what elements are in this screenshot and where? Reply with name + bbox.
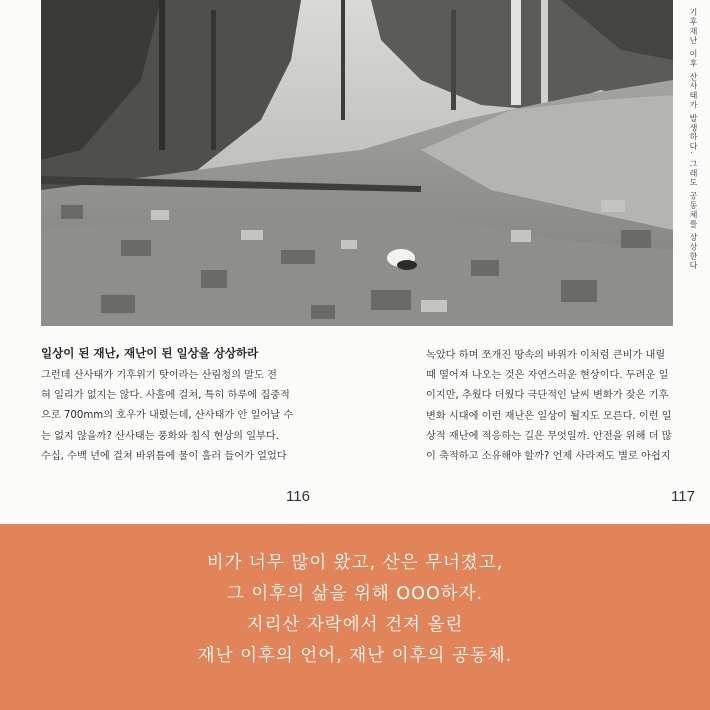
body-line: 변화 시대에 이런 재난은 일상이 될지도 모른다. 이런 일 xyxy=(426,410,672,422)
body-line: 이지만, 추웠다 더웠다 극단적인 날씨 변화가 잦은 기후 xyxy=(426,390,669,402)
banner-line: 지리산 자락에서 건져 올린 xyxy=(246,615,464,635)
body-line: 혀 일리가 없지는 않다. 사흘에 걸쳐, 특히 하루에 집중적 xyxy=(41,390,290,402)
landslide-photo xyxy=(41,0,673,326)
body-text-right-column xyxy=(426,346,676,467)
body-line: 상적 재난에 적응하는 길은 무엇일까. 안전을 위해 더 많 xyxy=(426,430,672,442)
banner-line: 비가 너무 많이 왔고, 산은 무너졌고, xyxy=(206,553,504,573)
quote-banner xyxy=(0,524,710,710)
body-line: 수십, 수백 년에 걸쳐 바위틈에 물이 흘러 들어가 얼었다 xyxy=(41,450,287,462)
article-heading: 일상이 된 재난, 재난이 된 일상을 상상하라 xyxy=(41,346,259,360)
body-line: 이 축적하고 소유해야 할까? 언제 사라져도 별로 아쉽지 xyxy=(426,451,671,463)
photo-side-caption: 기후재난 이후 산사태가 발생하다. 그래도 공동체를 상상한다 xyxy=(689,8,698,271)
banner-quote xyxy=(0,548,710,672)
banner-line: 재난 이후의 언어, 재난 이후의 공동체. xyxy=(197,646,513,666)
banner-line: 그 이후의 삶을 위해 OOO하자. xyxy=(226,584,484,604)
page-number-right: 117 xyxy=(671,488,695,505)
body-line: 녹았다 하며 쪼개진 땅속의 바위가 이처럼 큰비가 내릴 xyxy=(426,350,666,361)
page-number-left: 116 xyxy=(286,488,310,505)
body-text-left-column xyxy=(41,366,294,467)
landslide-photo-illustration xyxy=(41,0,673,326)
body-line: 때 떨어져 나오는 것은 자연스러운 현상이다. 두려운 일 xyxy=(426,370,669,382)
body-line: 으로 700mm의 호우가 내렸는데, 산사태가 안 일어날 수 xyxy=(41,410,294,422)
body-line: 그런데 산사태가 기후위기 탓이라는 산림청의 말도 전 xyxy=(41,370,277,381)
body-line: 는 없지 않을까? 산사태는 풍화와 침식 현상의 일부다. xyxy=(41,430,279,442)
